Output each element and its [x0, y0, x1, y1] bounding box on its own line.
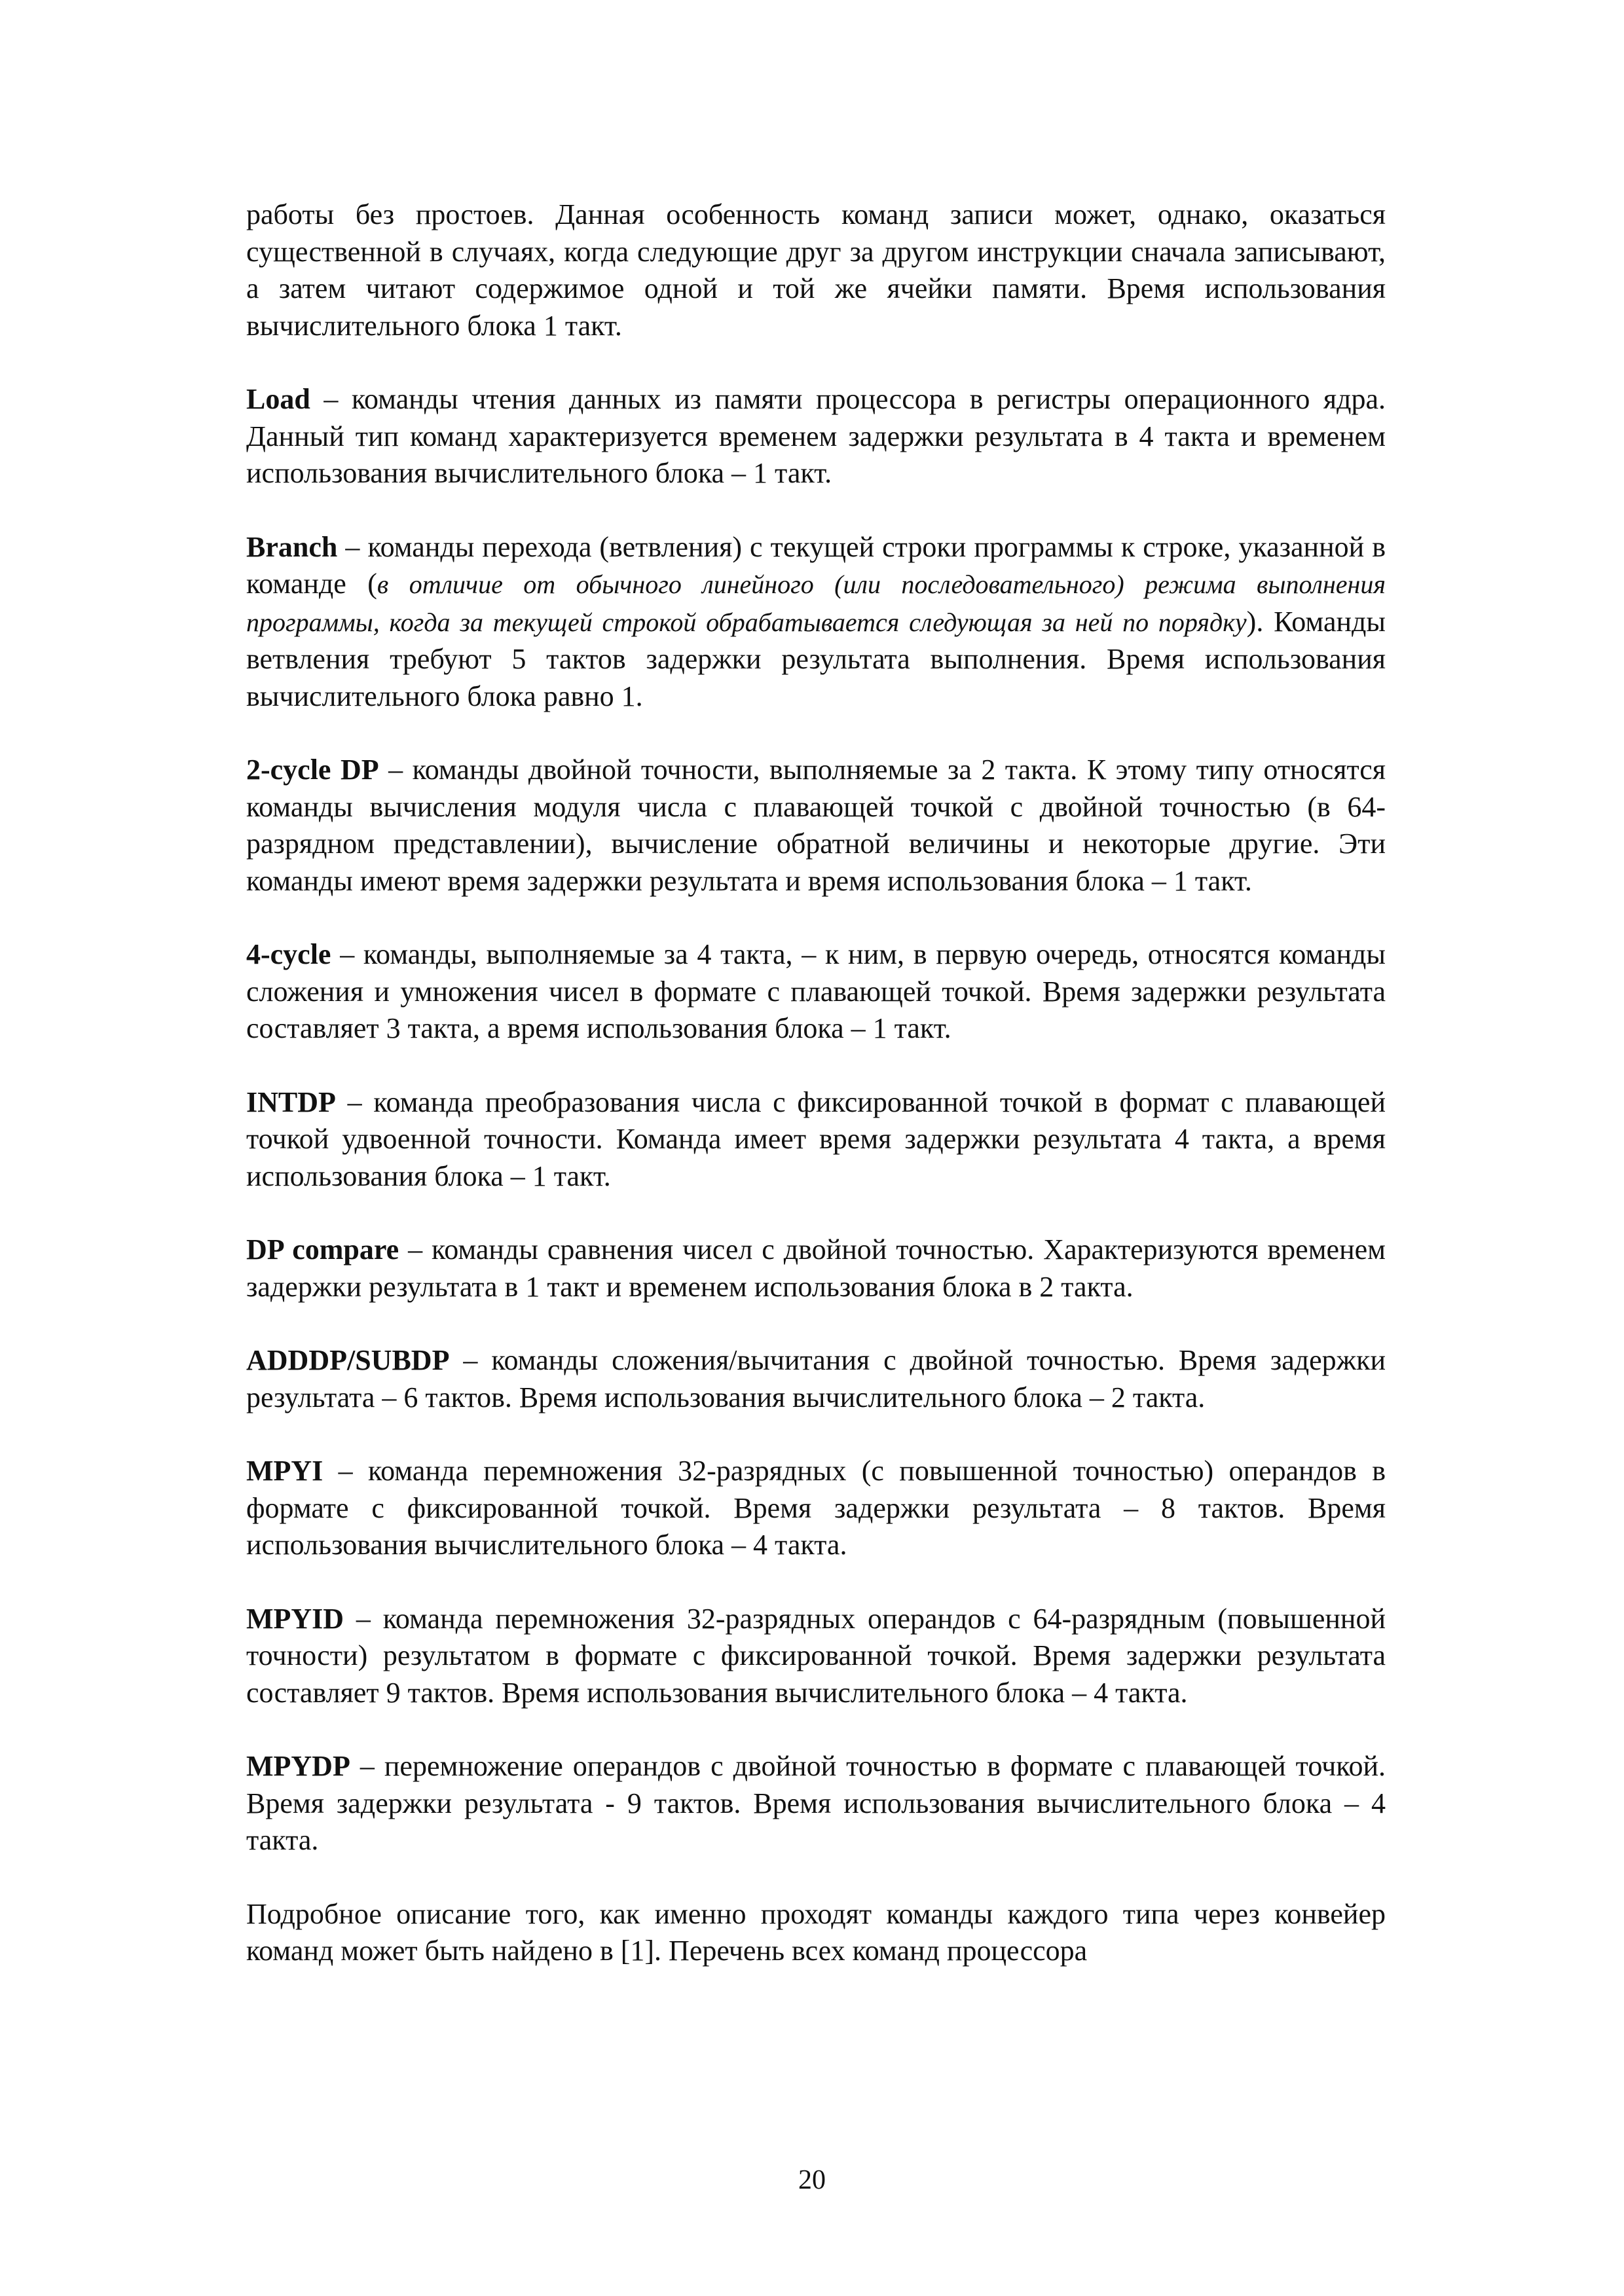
paragraph-4-cycle [246, 936, 1386, 1048]
paragraph-text: – команды, выполняемые за 4 такта, – к ним, в первую очередь, относятся команды сложения и умножения чисел в формате с плавающей точкой. Время задержки результата составляет 3 такта, а время использования блока – 1 такт. [246, 938, 1386, 1044]
term-intdp: INTDP [246, 1085, 336, 1118]
paragraph-text: – команда преобразования числа с фиксированной точкой в формат с плавающей точкой удвоенной точности. Команда имеет время задержки результата 4 такта, а время использования блока – 1 такт. [246, 1085, 1386, 1192]
paragraph-mpyi [246, 1453, 1386, 1564]
paragraph-branch [246, 529, 1386, 716]
paragraph-text: работы без простоев. Данная особенность команд записи может, однако, оказаться существенной в случаях, когда следующие друг за другом инструкции сначала записывают, а затем читают содержимое одной и той же ячейки памяти. Время использования вычислительного блока 1 такт. [246, 198, 1386, 342]
term-mpyid: MPYID [246, 1602, 344, 1635]
term-adddp-subdp: ADDDP/SUBDP [246, 1344, 450, 1376]
paragraph-text: – перемножение операндов с двойной точностью в формате с плавающей точкой. Время задержки результата - 9 тактов. Время использования вычислительного блока – 4 такта. [246, 1750, 1386, 1856]
paragraph-2-cycle-dp [246, 752, 1386, 900]
paragraph-write-commands [246, 196, 1386, 344]
page-number: 20 [798, 2165, 826, 2195]
term-4-cycle: 4-cycle [246, 938, 331, 970]
term-mpydp: MPYDP [246, 1750, 350, 1782]
term-mpyi: MPYI [246, 1455, 323, 1487]
paragraph-text: – команда перемножения 32-разрядных операндов с 64-разрядным (повышенной точности) результатом в формате с фиксированной точкой. Время задержки результата составляет 9 тактов. Время использования вычислительного блока – 4 такта. [246, 1602, 1386, 1709]
paragraph-detailed-description [246, 1896, 1386, 1970]
paragraph-text: – команды двойной точности, выполняемые за 2 такта. К этому типу относятся команды вычисления модуля числа с плавающей точкой с двойной точностью (в 64-разрядном представлении), вычисление обратной величины и некоторые другие. Эти команды имеют время задержки результата и время использования блока – 1 такт. [246, 754, 1386, 897]
paragraph-intdp [246, 1084, 1386, 1195]
paragraph-mpyid [246, 1601, 1386, 1712]
branch-note: в отличие от обычного линейного (или последовательного) режима выполнения программы, когда за текущей строкой обрабатывается следующая за ней по порядку [246, 570, 1386, 637]
paragraph-dp-compare [246, 1231, 1386, 1305]
paragraph-adddp-subdp [246, 1342, 1386, 1416]
paragraph-mpydp [246, 1748, 1386, 1859]
term-branch: Branch [246, 530, 338, 563]
paragraph-text: – команды сложения/вычитания с двойной точностью. Время задержки результата – 6 тактов. Время использования вычислительного блока – 2 такта. [246, 1344, 1386, 1413]
term-dp-compare: DP compare [246, 1233, 399, 1266]
paragraph-text: – команды чтения данных из памяти процессора в регистры операционного ядра. Данный тип команд характеризуется временем задержки результата в 4 такта и временем использования вычислительного блока – 1 такт. [246, 383, 1386, 489]
paragraph-text: Подробное описание того, как именно проходят команды каждого типа через конвейер команд может быть найдено в [1]. Перечень всех команд процессора [246, 1897, 1386, 1967]
paragraph-text: – команды сравнения чисел с двойной точностью. Характеризуются временем задержки результата в 1 такт и временем использования блока в 2 такта. [246, 1233, 1386, 1303]
page-body [246, 196, 1386, 1970]
term-2-cycle-dp: 2-cycle DP [246, 754, 379, 786]
paragraph-text: – команды перехода (ветвления) с текущей строки программы к строке, указанной в команде ( [246, 530, 1386, 600]
paragraph-load [246, 381, 1386, 492]
paragraph-text: ). Команды ветвления требуют 5 тактов задержки результата выполнения. Время использования вычислительного блока равно 1. [246, 605, 1386, 712]
term-load: Load [246, 383, 310, 415]
paragraph-text: – команда перемножения 32-разрядных (с повышенной точностью) операндов в формате с фиксированной точкой. Время задержки результата – 8 тактов. Время использования вычислительного блока – 4 такта. [246, 1455, 1386, 1561]
